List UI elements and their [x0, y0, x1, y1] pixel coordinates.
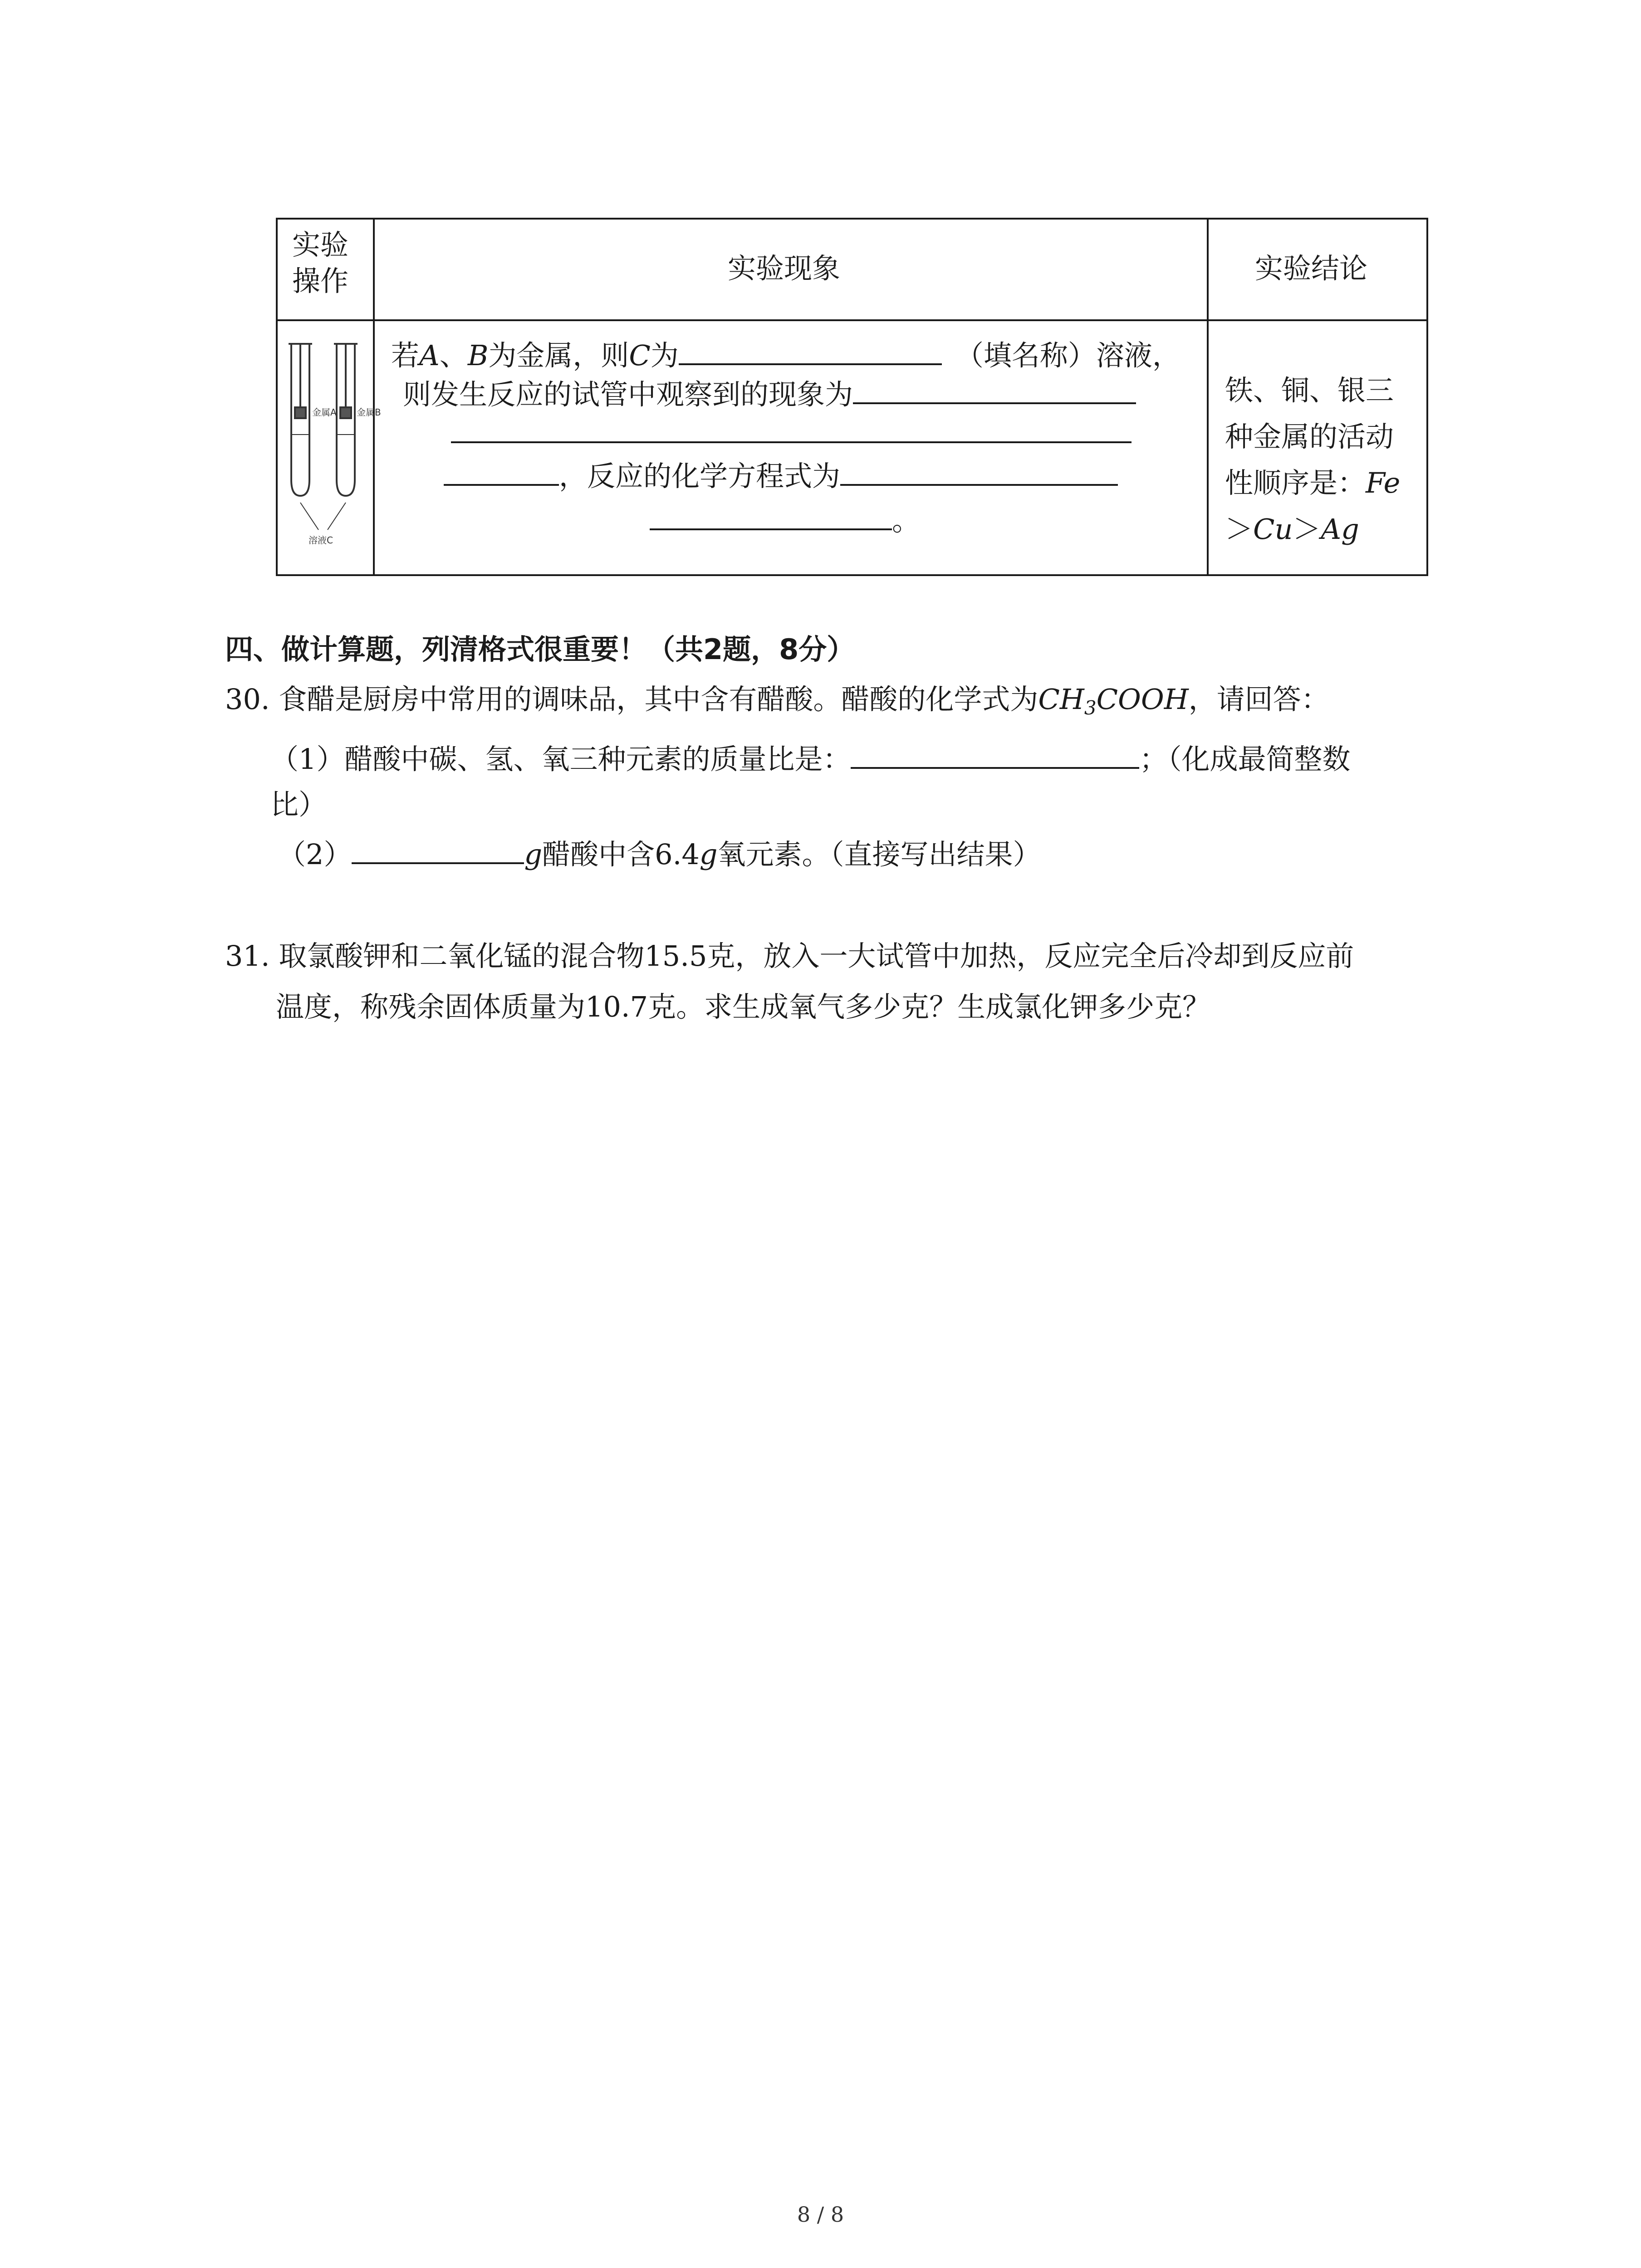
answer-blank-equation-2[interactable] — [650, 528, 892, 530]
answer-blank-phenomenon-2[interactable] — [451, 441, 1132, 443]
q30-part1-cont: 比） — [270, 788, 327, 821]
conclusion-line1: 铁、铜、银三 — [1225, 374, 1394, 407]
table-header-divider — [276, 319, 1428, 321]
q30-part1: （1）醋酸中碳、氢、氧三种元素的质量比是： ；（化成最简整数 — [270, 743, 1351, 776]
header-phenomenon: 实验现象 — [728, 252, 841, 285]
conclusion-line3: 性顺序是：Fe — [1225, 466, 1401, 499]
conclusion-line4: ＞Cu＞Ag — [1225, 513, 1359, 546]
phenomenon-line2: 则发生反应的试管中观察到的现象为 — [403, 376, 1136, 413]
table-border-right — [1426, 218, 1428, 576]
left-tube-label: 金属A — [312, 407, 337, 418]
q30-answer-blank-2[interactable] — [352, 862, 524, 864]
conclusion-text — [1225, 367, 1400, 552]
header-conclusion: 实验结论 — [1255, 252, 1368, 285]
conclusion-line2: 种金属的活动 — [1225, 420, 1394, 453]
answer-blank-solution-name[interactable] — [679, 363, 942, 365]
table-border-bottom — [276, 574, 1428, 576]
solution-label: 溶液C — [309, 535, 333, 546]
section4-title: 四、做计算题，列清格式很重要！（共2题，8分） — [225, 633, 855, 666]
phenomenon-line3 — [451, 415, 1132, 452]
q30-answer-blank-1[interactable] — [851, 767, 1139, 769]
q30-part2: （2） g醋酸中含6.4g氧元素。（直接写出结果） — [278, 838, 1041, 871]
page-number: 8 / 8 — [797, 2202, 844, 2227]
phenomenon-line4: ，反应的化学方程式为 — [444, 458, 1118, 494]
right-tube-label: 金属B — [357, 407, 381, 418]
table-border-left — [276, 218, 278, 576]
q31-line2: 温度，称残余固体质量为10.7克。求生成氧气多少克？生成氯化钾多少克？ — [276, 990, 1211, 1023]
table-border-top — [276, 218, 1428, 220]
q31-number: 31. — [225, 939, 270, 973]
phenomenon-line5: 。 — [650, 503, 920, 539]
phenomenon-line1: 若A、B为金属，则C为 （填名称）溶液， — [391, 339, 1181, 372]
answer-blank-phenomenon-3[interactable] — [444, 484, 559, 486]
answer-blank-equation-1[interactable] — [840, 484, 1118, 486]
q31-line1: 31. 取氯酸钾和二氧化锰的混合物15.5克，放入一大试管中加热，反应完全后冷却到反应前 — [225, 939, 1354, 973]
header-operation-line1: 实验 — [292, 228, 349, 261]
answer-blank-phenomenon-1[interactable] — [853, 402, 1136, 404]
experiment-table — [276, 218, 1428, 576]
test-tubes-figure — [282, 339, 381, 557]
q30-stem: 30. 食醋是厨房中常用的调味品，其中含有醋酸。醋酸的化学式为$CH_3COOH$，请回答： — [225, 683, 1329, 719]
table-col-divider-2 — [1207, 218, 1209, 576]
q30-number: 30. — [225, 683, 270, 716]
header-operation — [292, 227, 348, 299]
header-operation-line2: 操作 — [292, 264, 349, 298]
table-col-divider-1 — [373, 218, 375, 576]
